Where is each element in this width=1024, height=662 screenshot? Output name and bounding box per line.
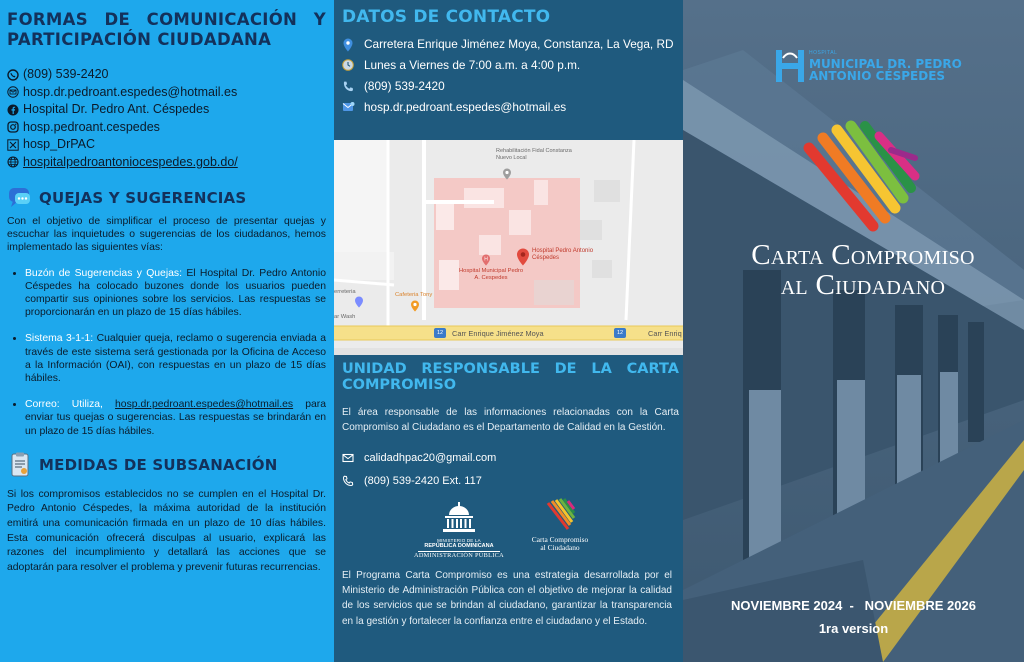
quejas-intro: Con el objetivo de simplificar el proceso de presentar quejas y escuchar las inquietudes o sugerencias de los ciudadanos, hemos implementado las siguientes vías:: [7, 216, 326, 254]
svg-text:H: H: [484, 256, 488, 263]
map-label: Hospital Municipal Pedro A. Cespedes: [458, 268, 524, 281]
hours-row: [342, 58, 675, 72]
carta-title-line1: Carta Compromiso: [751, 239, 975, 271]
contact-text: (809) 539-2420: [23, 67, 109, 81]
cover-panel: [683, 0, 1024, 662]
carta-compromiso-logo-icon: [544, 497, 576, 531]
email-link[interactable]: hosp.dr.pedroant.espedes@hotmail.es: [115, 399, 294, 411]
medidas-text: Si los compromisos establecidos no se cumplen en el Hospital Dr. Pedro Antonio Céspedes, la máxima autoridad de la institución emitirá una comunicación firmada en un plazo de 10 días hábiles. Esta comunicación ofrecerá disculpas al usuario, explicará las razones del incumplimiento y detallará las acciones que se adoptarán para resolver el problema y prevenir futuras recurrencias.: [7, 488, 326, 573]
quejas-header: [7, 185, 326, 211]
medidas-title: MEDIDAS DE SUBSANACIÓN: [39, 455, 278, 474]
email-row[interactable]: [342, 100, 675, 114]
logo-text: ADMINISTRACIÓN PÚBLICA: [413, 552, 505, 559]
unidad-phone-text: (809) 539-2420 Ext. 117: [364, 475, 482, 487]
whatsapp-icon: [7, 69, 19, 81]
hospital-name-line2: ANTONIO CÉSPEDES: [809, 69, 946, 83]
validity-dates: NOVIEMBRE 2024 - NOVIEMBRE 2026: [731, 598, 976, 613]
route-shield: 12: [434, 328, 446, 338]
email-icon: [7, 86, 19, 98]
contact-item-x[interactable]: [7, 136, 326, 154]
cafe-pin-icon: [410, 300, 420, 312]
unidad-text: El área responsable de las informaciones relacionadas con la Carta Compromiso al Ciudadano es el Departamento de Calidad en la Gestión.: [342, 407, 679, 433]
document-icon: [7, 452, 33, 478]
globe-icon: [7, 156, 19, 168]
contact-item-facebook[interactable]: [7, 101, 326, 119]
contact-text: hosp.pedroant.cespedes: [23, 119, 160, 134]
map-label: ar Wash: [334, 314, 356, 320]
logo-text: REPÚBLICA DOMINICANA: [424, 543, 494, 549]
quejas-title: QUEJAS Y SUGERENCIAS: [39, 189, 247, 207]
map-label: Cafeteria Tony: [395, 292, 433, 298]
map-label: Rehabilitación Fidal Constanza Nuevo Local: [496, 148, 572, 161]
map-road-label: Carr Enrique Jiménez Moya: [452, 329, 544, 338]
bullet-key: Buzón de Sugerencias y Quejas:: [25, 267, 183, 279]
logo-text: al Ciudadano: [540, 543, 580, 552]
list-item: [25, 332, 326, 385]
list-item: [25, 398, 326, 438]
carta-title: [723, 240, 1003, 300]
hospital-h-pin-icon: [481, 254, 491, 266]
address-text: Carretera Enrique Jiménez Moya, Constanza, La Vega, RD: [364, 37, 674, 51]
website-link[interactable]: hospitalpedroantoniocespedes.gob.do/: [23, 154, 238, 169]
contact-item-whatsapp[interactable]: [7, 66, 326, 84]
map-road-label: Carr Enriq: [648, 329, 682, 338]
route-shield: 12: [614, 328, 626, 338]
panel-title: [7, 10, 326, 50]
bullet-text: El Hospital Dr. Pedro Antonio Céspedes ha colocado buzones donde los usuarios pueden compartir sus opiniones sobre los servicios. Las respuestas se proporcionarán en un plazo de 15 días hábiles.: [25, 267, 326, 319]
hospital-logo-mark: [775, 48, 805, 84]
bullet-key: Correo:: [25, 399, 60, 411]
unidad-email-text: calidadhpac20@gmail.com: [364, 452, 497, 464]
government-building-icon: [439, 501, 479, 533]
phone-icon: [342, 475, 354, 487]
hospital-name-line1: MUNICIPAL DR. PEDRO: [809, 57, 962, 71]
logo-text: MINISTERIO DE LA: [437, 538, 481, 543]
version-label: 1ra version: [818, 621, 889, 636]
communication-panel: [0, 0, 334, 662]
map-label: erreteria: [334, 289, 356, 295]
contact-title: DATOS DE CONTACTO: [342, 7, 551, 27]
location-map[interactable]: [334, 140, 683, 355]
location-pin-icon: [342, 38, 354, 50]
address-row: [342, 37, 675, 51]
bullet-key: Sistema 3-1-1:: [25, 333, 94, 345]
place-pin-icon: [502, 168, 512, 180]
phone-text: (809) 539-2420: [364, 79, 445, 93]
logo-text: Carta Compromiso: [531, 535, 589, 544]
medidas-header: [7, 452, 326, 478]
unidad-phone-row[interactable]: [342, 474, 679, 488]
program-text: El Programa Carta Compromiso es una estrategia desarrollada por el Ministerio de Administración Pública con el objetivo de mejorar la calidad de los servicios que se brindan al ciudadano, garantizar la transparencia en la gestión y fortalecer la confianza entre el ciudadano y el Estado.: [342, 570, 672, 627]
bullet-text: para enviar tus quejas o sugerencias. Las respuestas se brindarán en un plazo de 15 días hábiles.: [25, 399, 327, 437]
unidad-email-row[interactable]: [342, 451, 679, 465]
x-twitter-icon: [7, 139, 19, 151]
bullet-text: Cualquier queja, reclamo o sugerencia enviada a través de este sistema será gestionada por la Oficina de Acceso a la Información (OAI), con respuestas en un plazo de 15 días hábiles.: [25, 333, 326, 385]
carta-logo-small: [510, 497, 610, 552]
contact-item-instagram[interactable]: [7, 119, 326, 137]
logo-text: HOSPITAL: [809, 50, 838, 56]
contact-list: [7, 66, 326, 171]
facebook-icon: [7, 104, 19, 116]
phone-row[interactable]: [342, 79, 675, 93]
contact-item-website[interactable]: [7, 154, 326, 172]
phone-icon: [342, 80, 354, 92]
bullet-mid: Utiliza,: [59, 399, 116, 411]
carta-title-line2: al Ciudadano: [780, 269, 946, 301]
contact-item-email[interactable]: [7, 84, 326, 102]
email-icon: [342, 452, 354, 464]
store-pin-icon: [354, 296, 364, 308]
instagram-icon: [7, 121, 19, 133]
unidad-title: UNIDAD RESPONSABLE DE LA CARTA COMPROMISO: [342, 361, 679, 393]
contact-text: hosp_DrPAC: [23, 137, 96, 151]
hours-text: Lunes a Viernes de 7:00 a.m. a 4:00 p.m.: [364, 58, 581, 72]
contact-text: Hospital Dr. Pedro Ant. Céspedes: [23, 102, 210, 116]
map-logo: [404, 501, 514, 560]
hospital-map-marker-icon[interactable]: [516, 248, 530, 266]
unidad-section: [342, 361, 679, 627]
contact-text: hosp.dr.pedroant.espedes@hotmail.es: [23, 84, 238, 99]
carta-compromiso-logo-icon: [803, 118, 923, 233]
chat-bubble-icon: [7, 185, 33, 211]
email-text: hosp.dr.pedroant.espedes@hotmail.es: [364, 100, 567, 114]
list-item: [25, 267, 326, 320]
title-line-1: FORMAS DE COMUNICACIÓN Y: [7, 10, 326, 29]
email-icon: [342, 101, 354, 113]
map-label: Hospital Pedro Antonio Céspedes: [532, 248, 594, 261]
title-line-2: PARTICIPACIÓN CIUDADANA: [7, 30, 272, 49]
hospital-building-photo: [683, 0, 1024, 662]
clock-icon: [342, 59, 354, 71]
quejas-channels-list: [7, 267, 326, 438]
